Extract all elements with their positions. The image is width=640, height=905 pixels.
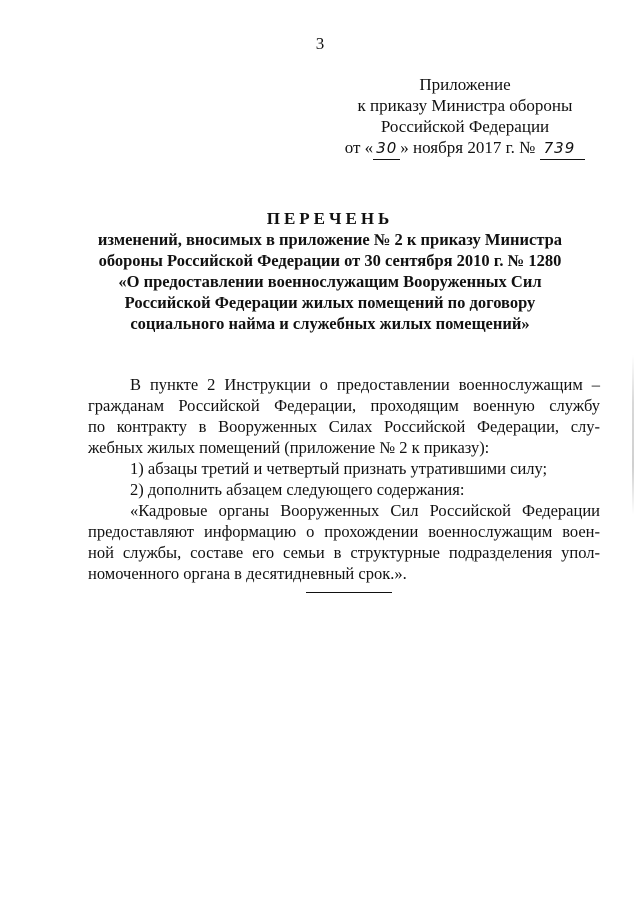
appendix-label: Приложение <box>419 75 511 94</box>
body-line: предоставляют информацию о прохождении военнослужащим воен- <box>88 522 600 541</box>
body-line: номоченного органа в десятидневный срок.». <box>88 564 407 583</box>
handwritten-day: 30 <box>373 138 400 160</box>
body-line: «Кадровые органы Вооруженных Сил Российской Федерации <box>130 501 600 520</box>
title-heading: ПЕРЕЧЕНЬ <box>266 209 394 228</box>
appendix-date-line <box>330 137 600 160</box>
title-line: обороны Российской Федерации от 30 сентября 2010 г. № 1280 <box>98 251 562 270</box>
appendix-order-ref: к приказу Министра обороны <box>357 96 573 115</box>
body-line: гражданам Российской Федерации, проходящим военную службу <box>88 396 600 415</box>
document-title <box>80 208 580 334</box>
body-line: ной службы, составе его семьи в структурные подразделения упол- <box>88 543 600 562</box>
date-prefix: от « <box>344 138 374 157</box>
body-line: 2) дополнить абзацем следующего содержания: <box>130 480 465 499</box>
appendix-country: Российской Федерации <box>380 117 550 136</box>
appendix-header <box>330 74 600 160</box>
date-middle: » ноября 2017 г. № <box>400 138 536 157</box>
body-line: по контракту в Вооруженных Силах Российской Федерации, слу- <box>88 417 600 436</box>
title-line: «О предоставлении военнослужащим Вооруженных Сил <box>118 272 542 291</box>
page-number: 3 <box>315 34 325 53</box>
body-line: В пункте 2 Инструкции о предоставлении военнослужащим – <box>130 375 600 394</box>
title-line: социального найма и служебных жилых помещений» <box>130 314 530 333</box>
title-line: изменений, вносимых в приложение № 2 к приказу Министра <box>97 230 563 249</box>
end-divider <box>306 592 392 593</box>
document-body <box>88 374 600 584</box>
title-line: Российской Федерации жилых помещений по договору <box>124 293 536 312</box>
handwritten-order-number: 739 <box>540 138 586 160</box>
scan-edge-shadow <box>632 355 634 515</box>
body-line: жебных жилых помещений (приложение № 2 к приказу): <box>88 438 490 457</box>
body-line: 1) абзацы третий и четвертый признать утратившими силу; <box>130 459 548 478</box>
